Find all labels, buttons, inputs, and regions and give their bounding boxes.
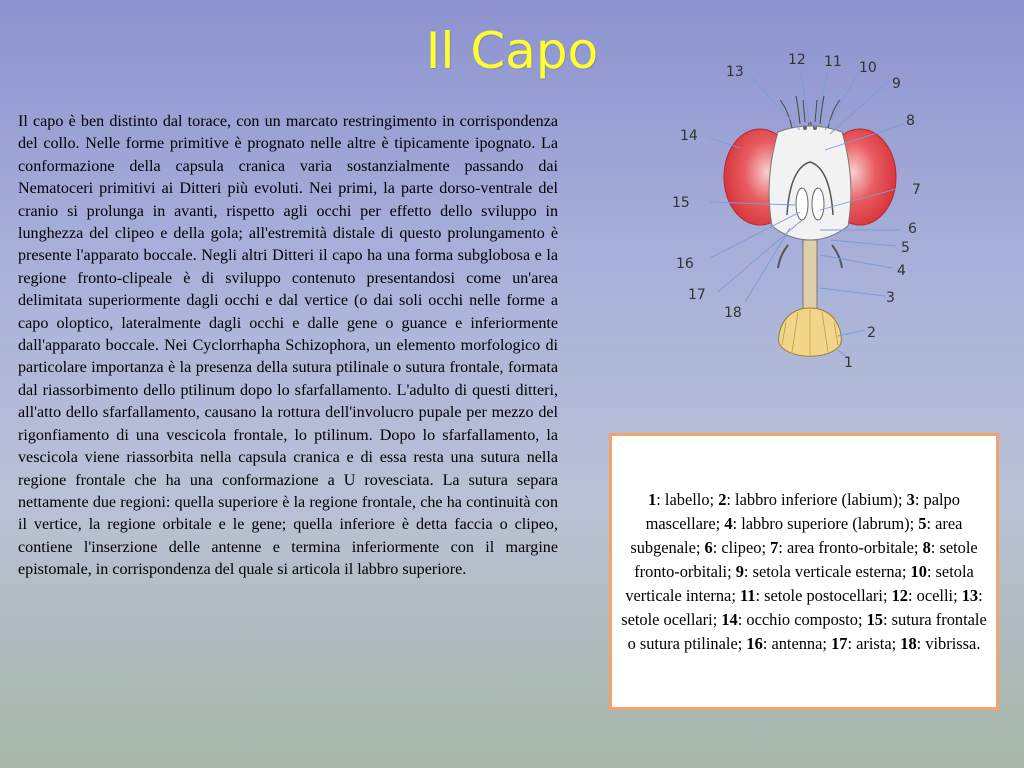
legend-label: setola verticale esterna xyxy=(752,561,902,581)
legend-item: 13: setole ocellari; xyxy=(621,585,983,629)
legend-number: 7 xyxy=(770,537,779,557)
legend-label: vibrissa xyxy=(925,633,977,653)
diagram-label-4: 4 xyxy=(897,263,906,279)
diagram-label-8: 8 xyxy=(906,113,915,129)
legend-number: 6 xyxy=(704,537,713,557)
diagram-label-14: 14 xyxy=(680,128,698,144)
legend-item: 17: arista; xyxy=(831,633,901,653)
legend-number: 11 xyxy=(740,585,756,605)
page-title: Il Capo xyxy=(425,22,599,80)
legend-item: 2: labbro inferiore (labium); xyxy=(718,489,907,509)
left-antenna xyxy=(796,188,808,220)
body-paragraph: Il capo è ben distinto dal torace, con un marcato restringimento in corrispondenza del collo. Nelle forme primitive è prognato nelle altre è tipicamente ipognato. La conformazione della capsula cranica varia sostanzialmente passando dai Nematoceri primitivi ai Ditteri più evoluti. Nei primi, la parte dorso-ventrale del cranio si prolunga in avanti, rispetto agli occhi per effetto dello sviluppo in lunghezza del clipeo e della gola; all'estremità distale di questo prolungamento è presente l'apparato boccale. Negli altri Ditteri il capo ha una forma subglobosa e la regione fronto-clipeale è di sviluppo contenuto presentandosi come un'area delimitata superiormente dagli occhi e dal vertice (o dai soli occhi nelle forme a capo oloptico, lateralmente dagli occhi e dalle gene o guance e inferiormente dall'apparato boccale. Nei Cyclorrhapha Schizophora, un elemento morfologico di particolare importanza è la presenza della sutura ptilinale o sutura frontale, formata dal riassorbimento dello ptilinum dopo lo sfarfallamento. L'adulto di questi ditteri, all'atto dello sfarfallamento, causano la rottura dell'involucro pupale per mezzo del rigonfiamento di una vescicola frontale, lo ptilinum. Dopo lo sfarfallamento, la vescicola viene riassorbita nella capsula cranica e di essa resta una sutura nella regione frontale che ha una conformazione a U rovesciata. La sutura separa nettamente due regioni: quella superiore è la regione frontale, che ha continuità con il vertice, la regione orbitale e le gene; quella inferiore è detta faccia o clipeo, contiene l'inserzione delle antenne e termina inferiormente con il margine epistomale, in corrispondenza del quale si articola il labbro superiore. xyxy=(18,113,558,579)
legend-item: 9: setola verticale esterna; xyxy=(735,561,911,581)
legend-label: labbro inferiore (labium) xyxy=(735,489,898,509)
diagram-label-7: 7 xyxy=(912,182,921,198)
legend-number: 13 xyxy=(961,585,979,605)
legend-item: 10: setola verticale interna; xyxy=(625,561,974,605)
legend-number: 4 xyxy=(724,513,733,533)
legend-number: 14 xyxy=(721,609,738,629)
legend-item: 7: area fronto-orbitale; xyxy=(770,537,923,557)
legend-item: 5: area subgenale; xyxy=(630,513,963,557)
head-face xyxy=(769,126,851,240)
legend-number: 15 xyxy=(866,609,883,629)
legend-item: 6: clipeo; xyxy=(704,537,771,557)
legend-item: 11: setole postocellari; xyxy=(740,585,892,605)
legend-number: 17 xyxy=(831,633,848,653)
legend-label: sutura frontale o sutura ptilinale xyxy=(627,609,987,653)
diagram-label-1: 1 xyxy=(844,355,853,371)
legend-label: setole ocellari xyxy=(621,609,713,629)
diagram-label-16: 16 xyxy=(676,256,694,272)
diagram-label-12: 12 xyxy=(788,52,806,68)
legend-number: 2 xyxy=(718,489,727,509)
legend-item: 4: labbro superiore (labrum); xyxy=(724,513,919,533)
legend-number: 3 xyxy=(906,489,915,509)
legend-label: labbro superiore (labrum) xyxy=(741,513,910,533)
diagram-label-5: 5 xyxy=(901,240,910,256)
diagram-label-9: 9 xyxy=(892,76,901,92)
legend-number: 10 xyxy=(910,561,927,581)
legend-label: antenna xyxy=(771,633,823,653)
legend-number: 16 xyxy=(746,633,763,653)
legend-label: occhio composto xyxy=(746,609,858,629)
diagram-label-15: 15 xyxy=(672,195,690,211)
legend-item: 1: labello; xyxy=(648,489,719,509)
legend-item: 3: palpo mascellare; xyxy=(645,489,960,533)
legend-item: 15: sutura frontale o sutura ptilinale; xyxy=(627,609,987,653)
diagram-label-3: 3 xyxy=(886,290,895,306)
legend-number: 9 xyxy=(735,561,744,581)
ocellus xyxy=(803,126,807,130)
right-antenna xyxy=(812,188,824,220)
legend-number: 18 xyxy=(900,633,917,653)
legend-label: ocelli xyxy=(916,585,954,605)
legend-number: 8 xyxy=(922,537,931,557)
legend-item: 8: setole fronto-orbitali; xyxy=(634,537,978,581)
legend-label: palpo mascellare xyxy=(645,489,960,533)
legend-label: arista xyxy=(856,633,892,653)
legend-item: 16: antenna; xyxy=(746,633,832,653)
legend-number: 12 xyxy=(891,585,908,605)
legend-number: 5 xyxy=(918,513,927,533)
diagram-label-18: 18 xyxy=(724,305,742,321)
legend-item: 18: vibrissa. xyxy=(900,633,981,653)
legend-item: 12: ocelli; xyxy=(891,585,962,605)
legend-label: labello xyxy=(664,489,710,509)
diagram-label-10: 10 xyxy=(859,60,877,76)
diagram-label-6: 6 xyxy=(908,221,917,237)
fly-head-diagram xyxy=(660,40,960,380)
diagram-label-11: 11 xyxy=(824,54,842,70)
legend-label: clipeo xyxy=(721,537,762,557)
diagram-label-2: 2 xyxy=(867,325,876,341)
diagram-label-13: 13 xyxy=(726,64,744,80)
legend-number: 1 xyxy=(648,489,657,509)
legend-label: setola verticale interna xyxy=(625,561,974,605)
legend-label: area subgenale xyxy=(630,513,963,557)
legend-label: area fronto-orbitale xyxy=(786,537,914,557)
diagram-label-17: 17 xyxy=(688,287,706,303)
legend-item: 14: occhio composto; xyxy=(721,609,867,629)
legend-text xyxy=(619,488,989,656)
legend-label: setole fronto-orbitali xyxy=(634,537,978,581)
legend-label: setole postocellari xyxy=(764,585,883,605)
legend-box xyxy=(609,433,999,710)
